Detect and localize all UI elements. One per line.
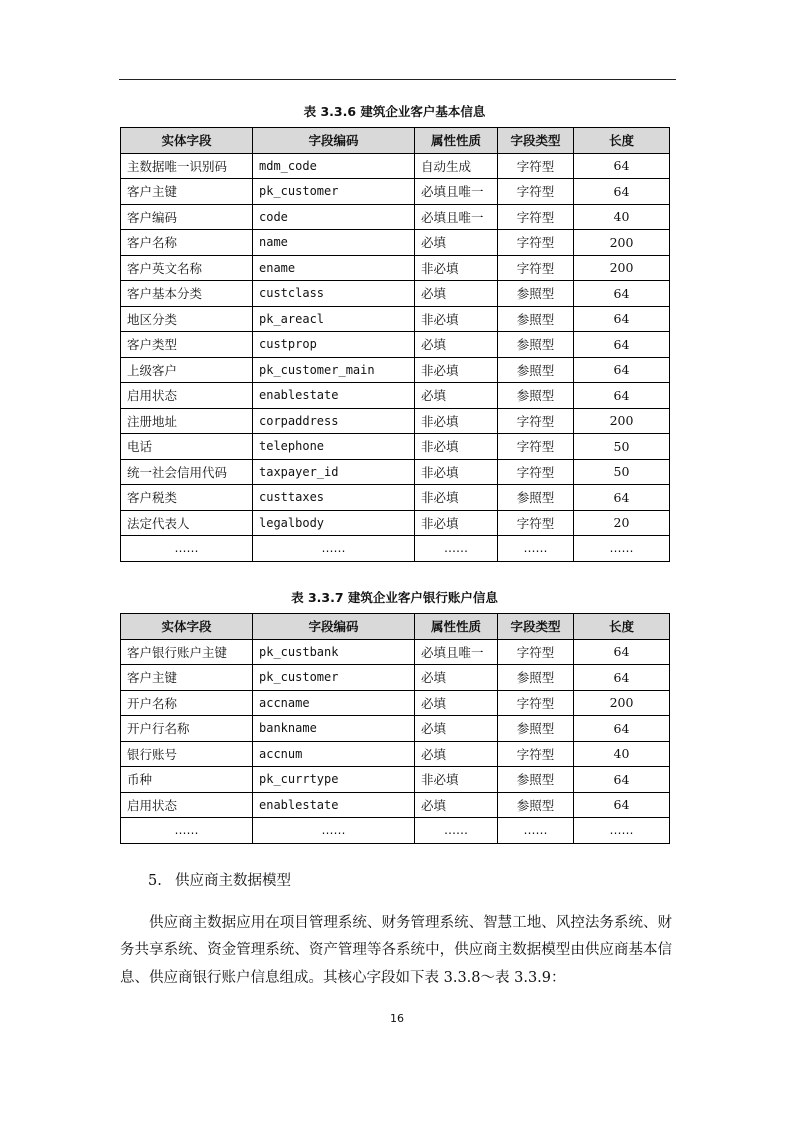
field-code-cell: …… — [253, 536, 415, 562]
field-code-cell: pk_customer_main — [253, 357, 415, 383]
entity-field-cell: 客户编码 — [121, 204, 253, 230]
length-cell: 64 — [574, 792, 670, 818]
field-type-cell: 字符型 — [498, 690, 574, 716]
field-code-cell: …… — [253, 818, 415, 844]
entity-field-cell: 上级客户 — [121, 357, 253, 383]
table-row — [121, 767, 670, 793]
entity-field-cell: 客户主键 — [121, 665, 253, 691]
customer-basic-info-table — [120, 127, 670, 562]
field-type-cell: 字符型 — [498, 408, 574, 434]
body-paragraph: 供应商主数据应用在项目管理系统、财务管理系统、智慧工地、风控法务系统、财务共享系统、资金管理系统、资产管理等各系统中，供应商主数据模型由供应商基本信息、供应商银行账户信息组成。其核心字段如下表 3.3.8～表 3.3.9： — [120, 915, 672, 986]
table1-caption: 表 3.3.6 建筑企业客户基本信息 — [303, 104, 486, 119]
attribute-cell: 必填 — [415, 741, 498, 767]
field-type-cell: …… — [498, 536, 574, 562]
header-length: 长度 — [574, 128, 670, 154]
length-cell: 200 — [574, 408, 670, 434]
attribute-cell: 必填 — [415, 665, 498, 691]
entity-field-cell: 客户名称 — [121, 230, 253, 256]
length-cell: 64 — [574, 179, 670, 205]
attribute-cell: 非必填 — [415, 408, 498, 434]
field-code-cell: code — [253, 204, 415, 230]
field-type-cell: 参照型 — [498, 485, 574, 511]
field-type-cell: 参照型 — [498, 665, 574, 691]
header-field-code: 字段编码 — [253, 614, 415, 640]
table-row — [121, 741, 670, 767]
length-cell: 64 — [574, 485, 670, 511]
field-type-cell: 字符型 — [498, 230, 574, 256]
field-type-cell: 参照型 — [498, 792, 574, 818]
table-row — [121, 459, 670, 485]
field-code-cell: telephone — [253, 434, 415, 460]
attribute-cell: 必填 — [415, 332, 498, 358]
field-code-cell: enablestate — [253, 792, 415, 818]
field-type-cell: 字符型 — [498, 179, 574, 205]
length-cell: 64 — [574, 716, 670, 742]
field-code-cell: bankname — [253, 716, 415, 742]
attribute-cell: 非必填 — [415, 434, 498, 460]
attribute-cell: 必填 — [415, 716, 498, 742]
entity-field-cell: 客户税类 — [121, 485, 253, 511]
length-cell: 64 — [574, 357, 670, 383]
field-type-cell: 参照型 — [498, 767, 574, 793]
length-cell: 40 — [574, 741, 670, 767]
attribute-cell: 非必填 — [415, 510, 498, 536]
length-cell: 200 — [574, 690, 670, 716]
header-entity-field: 实体字段 — [121, 128, 253, 154]
entity-field-cell: 统一社会信用代码 — [121, 459, 253, 485]
table2-caption: 表 3.3.7 建筑企业客户银行账户信息 — [291, 590, 498, 605]
field-code-cell: pk_areacl — [253, 306, 415, 332]
header-rule — [119, 79, 676, 80]
attribute-cell: 必填且唯一 — [415, 179, 498, 205]
entity-field-cell: 银行账号 — [121, 741, 253, 767]
length-cell: 64 — [574, 306, 670, 332]
entity-field-cell: 客户基本分类 — [121, 281, 253, 307]
length-cell: 64 — [574, 332, 670, 358]
length-cell: 64 — [574, 383, 670, 409]
length-cell: 64 — [574, 665, 670, 691]
length-cell: …… — [574, 536, 670, 562]
field-code-cell: name — [253, 230, 415, 256]
field-code-cell: accname — [253, 690, 415, 716]
length-cell: 200 — [574, 255, 670, 281]
field-type-cell: …… — [498, 818, 574, 844]
table-row — [121, 357, 670, 383]
entity-field-cell: 客户英文名称 — [121, 255, 253, 281]
table-row — [121, 485, 670, 511]
entity-field-cell: 客户主键 — [121, 179, 253, 205]
length-cell: 40 — [574, 204, 670, 230]
table-row — [121, 510, 670, 536]
page-number: 16 — [390, 1012, 404, 1025]
field-type-cell: 字符型 — [498, 510, 574, 536]
entity-field-cell: 法定代表人 — [121, 510, 253, 536]
attribute-cell: 必填 — [415, 230, 498, 256]
header-field-code: 字段编码 — [253, 128, 415, 154]
field-type-cell: 字符型 — [498, 459, 574, 485]
field-code-cell: pk_custbank — [253, 639, 415, 665]
attribute-cell: 必填 — [415, 383, 498, 409]
length-cell: 64 — [574, 767, 670, 793]
header-attribute: 属性性质 — [415, 128, 498, 154]
entity-field-cell: 主数据唯一识别码 — [121, 153, 253, 179]
table-row — [121, 665, 670, 691]
table-row — [121, 281, 670, 307]
table-header-row — [121, 614, 670, 640]
field-code-cell: corpaddress — [253, 408, 415, 434]
table-row — [121, 230, 670, 256]
table-row — [121, 383, 670, 409]
table-row — [121, 716, 670, 742]
header-field-type: 字段类型 — [498, 614, 574, 640]
entity-field-cell: 注册地址 — [121, 408, 253, 434]
header-entity-field: 实体字段 — [121, 614, 253, 640]
attribute-cell: 非必填 — [415, 255, 498, 281]
table-row — [121, 332, 670, 358]
field-type-cell: 字符型 — [498, 204, 574, 230]
attribute-cell: 非必填 — [415, 485, 498, 511]
table-row — [121, 204, 670, 230]
field-code-cell: accnum — [253, 741, 415, 767]
customer-bank-account-table — [120, 613, 670, 844]
field-type-cell: 参照型 — [498, 716, 574, 742]
attribute-cell: 非必填 — [415, 459, 498, 485]
entity-field-cell: 启用状态 — [121, 792, 253, 818]
field-type-cell: 字符型 — [498, 153, 574, 179]
field-code-cell: mdm_code — [253, 153, 415, 179]
field-type-cell: 字符型 — [498, 741, 574, 767]
entity-field-cell: …… — [121, 818, 253, 844]
field-code-cell: custtaxes — [253, 485, 415, 511]
entity-field-cell: 币种 — [121, 767, 253, 793]
attribute-cell: 必填 — [415, 690, 498, 716]
field-code-cell: pk_customer — [253, 179, 415, 205]
length-cell: 50 — [574, 459, 670, 485]
entity-field-cell: 客户类型 — [121, 332, 253, 358]
field-type-cell: 字符型 — [498, 639, 574, 665]
length-cell: 64 — [574, 153, 670, 179]
field-type-cell: 字符型 — [498, 434, 574, 460]
field-code-cell: enablestate — [253, 383, 415, 409]
table-header-row — [121, 128, 670, 154]
length-cell: 50 — [574, 434, 670, 460]
attribute-cell: 自动生成 — [415, 153, 498, 179]
attribute-cell: 必填且唯一 — [415, 204, 498, 230]
length-cell: 20 — [574, 510, 670, 536]
entity-field-cell: 客户银行账户主键 — [121, 639, 253, 665]
field-code-cell: custclass — [253, 281, 415, 307]
field-code-cell: custprop — [253, 332, 415, 358]
field-type-cell: 参照型 — [498, 357, 574, 383]
section-number: 5. — [148, 873, 162, 889]
table-row — [121, 536, 670, 562]
field-type-cell: 参照型 — [498, 383, 574, 409]
field-type-cell: 参照型 — [498, 281, 574, 307]
header-length: 长度 — [574, 614, 670, 640]
table-row — [121, 179, 670, 205]
header-attribute: 属性性质 — [415, 614, 498, 640]
table-row — [121, 690, 670, 716]
field-code-cell: ename — [253, 255, 415, 281]
length-cell: 64 — [574, 639, 670, 665]
entity-field-cell: 开户名称 — [121, 690, 253, 716]
attribute-cell: …… — [415, 536, 498, 562]
attribute-cell: 必填 — [415, 281, 498, 307]
field-code-cell: pk_currtype — [253, 767, 415, 793]
attribute-cell: 非必填 — [415, 357, 498, 383]
table-row — [121, 306, 670, 332]
entity-field-cell: 开户行名称 — [121, 716, 253, 742]
field-code-cell: taxpayer_id — [253, 459, 415, 485]
section-heading — [148, 871, 291, 891]
attribute-cell: 非必填 — [415, 767, 498, 793]
attribute-cell: …… — [415, 818, 498, 844]
field-type-cell: 参照型 — [498, 306, 574, 332]
header-field-type: 字段类型 — [498, 128, 574, 154]
field-type-cell: 参照型 — [498, 332, 574, 358]
field-code-cell: legalbody — [253, 510, 415, 536]
length-cell: 200 — [574, 230, 670, 256]
length-cell: …… — [574, 818, 670, 844]
section-title: 供应商主数据模型 — [175, 873, 291, 889]
entity-field-cell: 启用状态 — [121, 383, 253, 409]
table-row — [121, 153, 670, 179]
field-type-cell: 字符型 — [498, 255, 574, 281]
table-row — [121, 434, 670, 460]
table-row — [121, 792, 670, 818]
field-code-cell: pk_customer — [253, 665, 415, 691]
attribute-cell: 必填 — [415, 792, 498, 818]
attribute-cell: 非必填 — [415, 306, 498, 332]
table-row — [121, 639, 670, 665]
entity-field-cell: 电话 — [121, 434, 253, 460]
attribute-cell: 必填且唯一 — [415, 639, 498, 665]
entity-field-cell: …… — [121, 536, 253, 562]
length-cell: 64 — [574, 281, 670, 307]
table-row — [121, 818, 670, 844]
table-row — [121, 408, 670, 434]
table-row — [121, 255, 670, 281]
entity-field-cell: 地区分类 — [121, 306, 253, 332]
